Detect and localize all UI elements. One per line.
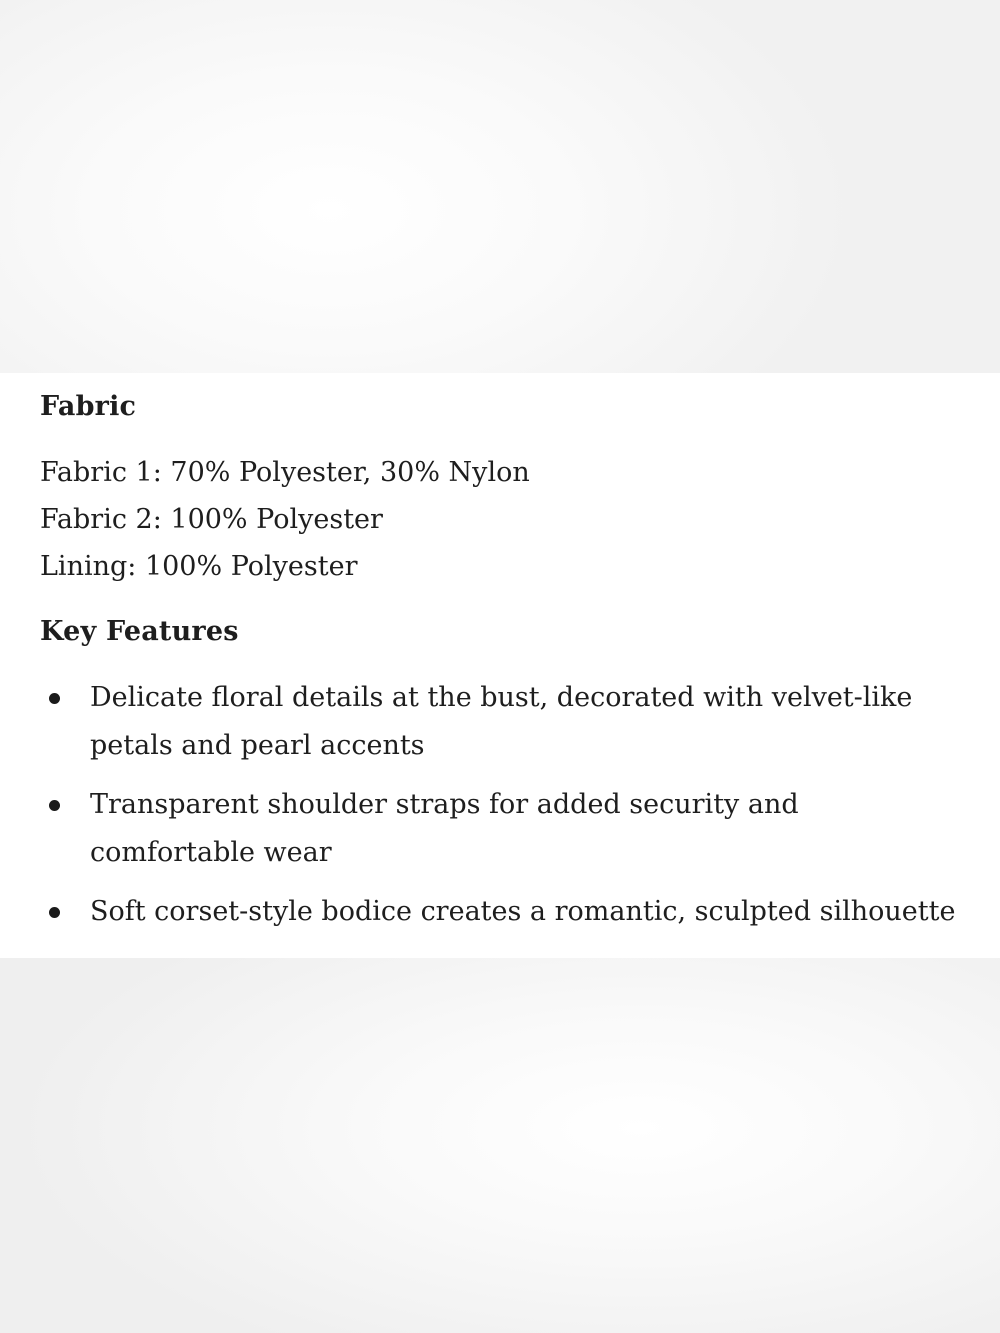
bullet-icon: [49, 693, 60, 704]
bullet-icon: [49, 907, 60, 918]
feature-text: Transparent shoulder straps for added security and comfortable wear: [90, 789, 799, 868]
feature-item: [40, 674, 960, 770]
bottom-background: [0, 958, 1000, 1333]
key-features-heading: Key Features: [40, 616, 239, 647]
fabric-line-2: Fabric 2: 100% Polyester: [40, 504, 383, 535]
feature-item: [40, 781, 960, 877]
key-features-list: [40, 674, 960, 936]
feature-item: [40, 888, 960, 936]
top-background: [0, 0, 1000, 373]
feature-text: Delicate floral details at the bust, decorated with velvet-like petals and pearl accents: [90, 682, 913, 761]
bullet-icon: [49, 800, 60, 811]
lining-line: Lining: 100% Polyester: [40, 551, 358, 582]
feature-text: Soft corset-style bodice creates a romantic, sculpted silhouette: [90, 896, 956, 927]
fabric-composition-list: [40, 449, 960, 590]
fabric-line-1: Fabric 1: 70% Polyester, 30% Nylon: [40, 457, 530, 488]
product-details-panel: [0, 373, 1000, 958]
fabric-heading: Fabric: [40, 391, 137, 422]
